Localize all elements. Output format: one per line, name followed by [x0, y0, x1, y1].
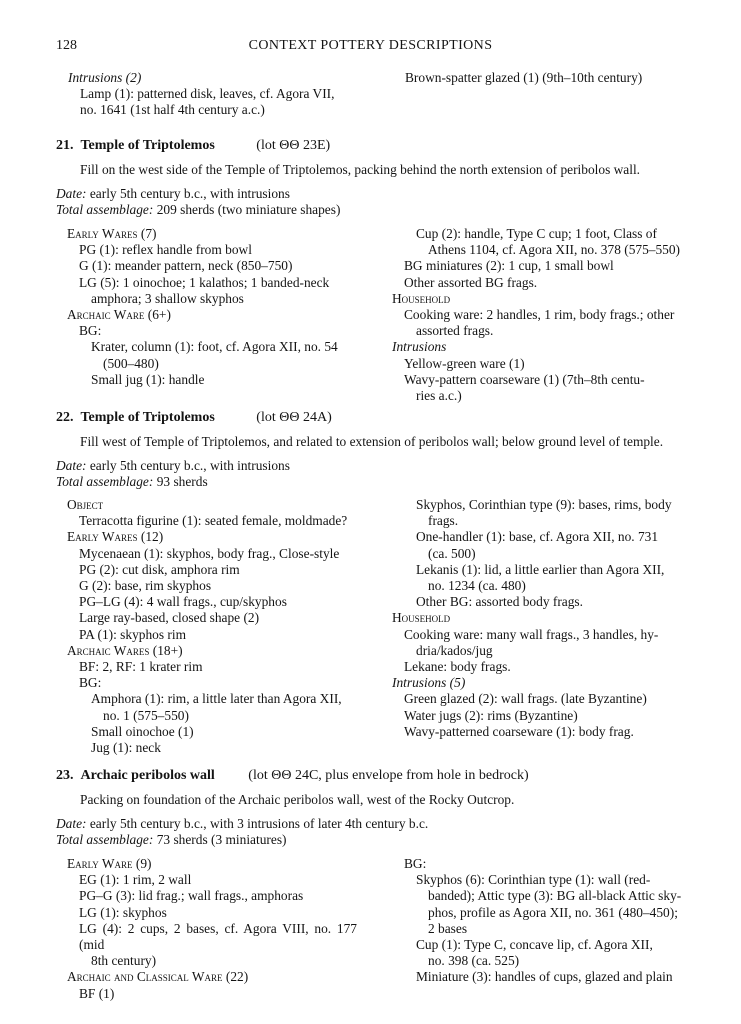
date-value: early 5th century b.c., with intrusions	[89, 186, 290, 201]
category-heading: Archaic Wares (18+)	[67, 642, 183, 658]
list-item: Large ray-based, closed shape (2)	[79, 610, 260, 626]
lot-label: (lot ΘΘ 24A)	[256, 410, 332, 425]
intrusions-heading: Intrusions (2)	[68, 70, 142, 85]
list-item: BF (1)	[79, 985, 115, 1001]
list-item: EG (1): 1 rim, 2 wall	[79, 872, 192, 888]
category-heading: Early Wares (12)	[67, 529, 164, 545]
list-item: Small jug (1): handle	[91, 371, 205, 387]
list-item: PA (1): skyphos rim	[79, 626, 187, 642]
date-value: early 5th century b.c., with intrusions	[89, 458, 290, 473]
list-item: Brown-spatter glazed (1) (9th–10th century)	[405, 70, 643, 85]
section-23-meta	[56, 816, 696, 848]
list-item: 8th century)	[91, 953, 157, 969]
lot-label: (lot ΘΘ 24C, plus envelope from hole in bedrock)	[248, 768, 529, 783]
list-item: amphora; 3 shallow skyphos	[91, 290, 244, 306]
category-heading: Early Ware (9)	[67, 856, 152, 871]
list-item: assorted frags.	[416, 323, 494, 339]
section-23-title	[56, 768, 529, 784]
list-item: PG (2): cut disk, amphora rim	[79, 561, 240, 577]
list-item: LG (1): skyphos	[79, 904, 167, 920]
date-label: Date:	[56, 816, 87, 831]
list-item: One-handler (1): base, cf. Agora XII, no. 731	[416, 529, 659, 545]
list-item: banded); Attic type (3): BG all-black Attic sky-	[428, 888, 682, 904]
section-name: Temple of Triptolemos	[80, 138, 215, 153]
list-item: PG–G (3): lid frag.; wall frags., amphoras	[79, 888, 304, 904]
section-22-meta	[56, 458, 696, 490]
list-item: Cooking ware: 2 handles, 1 rim, body frags.; other	[404, 307, 675, 323]
list-item: Miniature (3): handles of cups, glazed and plain	[416, 969, 673, 985]
list-item: Skyphos, Corinthian type (9): bases, rims, body	[416, 497, 672, 512]
section-name: Archaic peribolos wall	[80, 768, 215, 783]
list-item: dria/kados/jug	[416, 642, 493, 658]
category-heading: Object	[67, 497, 104, 512]
category-heading: Intrusions	[392, 339, 447, 355]
section-23-description: Packing on foundation of the Archaic peribolos wall, west of the Rocky Outcrop.	[80, 792, 515, 807]
list-item: PG–LG (4): 4 wall frags., cup/skyphos	[79, 594, 287, 610]
list-item: Cup (2): handle, Type C cup; 1 foot, Class of	[416, 226, 657, 241]
total-value: 209 sherds (two miniature shapes)	[156, 202, 341, 218]
lot-label: (lot ΘΘ 23E)	[256, 138, 331, 153]
total-value: 93 sherds	[156, 474, 208, 490]
list-item: BF: 2, RF: 1 krater rim	[79, 659, 203, 675]
section-21-meta	[56, 186, 696, 218]
category-heading: Early Wares (7)	[67, 226, 157, 241]
list-item: Other assorted BG frags.	[404, 274, 538, 290]
section-21-right-column	[392, 226, 682, 404]
list-item: BG:	[79, 675, 102, 691]
category-heading: Archaic and Classical Ware (22)	[67, 969, 249, 985]
list-item: (ca. 500)	[428, 545, 476, 561]
list-item: Lamp (1): patterned disk, leaves, cf. Agora VII,	[80, 86, 335, 102]
list-item: Yellow-green ware (1)	[404, 355, 525, 371]
list-item: Skyphos (6): Corinthian type (1): wall (red-	[416, 872, 651, 888]
list-item: frags.	[428, 513, 459, 529]
list-item: Mycenaean (1): skyphos, body frag., Close-style	[79, 545, 340, 561]
date-value: early 5th century b.c., with 3 intrusions of later 4th century b.c.	[89, 816, 429, 831]
list-item: G (1): meander pattern, neck (850–750)	[79, 258, 293, 274]
list-item: ries a.c.)	[416, 388, 462, 404]
total-value: 73 sherds (3 miniatures)	[156, 832, 287, 848]
section-number: 23.	[56, 768, 74, 783]
list-item: no. 1 (575–550)	[103, 707, 189, 723]
list-item: LG (5): 1 oinochoe; 1 kalathos; 1 banded-neck	[79, 274, 330, 290]
section-21-title	[56, 138, 330, 154]
list-item: 2 bases	[428, 920, 468, 936]
section-number: 21.	[56, 138, 74, 153]
date-label: Date:	[56, 186, 87, 201]
category-heading: Household	[392, 290, 451, 306]
category-heading: Intrusions (5)	[392, 675, 466, 691]
page-number: 128	[56, 38, 77, 53]
list-item: Krater, column (1): foot, cf. Agora XII, no. 54	[91, 339, 338, 355]
list-item: Other BG: assorted body frags.	[416, 594, 583, 610]
total-label: Total assemblage:	[56, 474, 154, 490]
running-head: CONTEXT POTTERY DESCRIPTIONS	[248, 38, 493, 53]
list-item: Jug (1): neck	[91, 740, 161, 756]
list-item: PG (1): reflex handle from bowl	[79, 242, 252, 258]
list-item: Wavy-pattern coarseware (1) (7th–8th centu-	[404, 371, 645, 387]
list-item: phos, profile as Agora XII, no. 361 (480–450);	[428, 904, 678, 920]
list-item: Terracotta figurine (1): seated female, moldmade?	[79, 513, 348, 529]
section-number: 22.	[56, 410, 74, 425]
list-item: Water jugs (2): rims (Byzantine)	[404, 707, 578, 723]
section-23-left-column	[67, 856, 357, 1002]
total-label: Total assemblage:	[56, 202, 154, 218]
list-item: no. 1641 (1st half 4th century a.c.)	[80, 102, 265, 118]
section-name: Temple of Triptolemos	[80, 410, 215, 425]
list-item: Lekane: body frags.	[404, 659, 511, 675]
top-right-column	[405, 70, 695, 86]
list-item: LG (4): 2 cups, 2 bases, cf. Agora VIII, no. 177 (mid	[79, 920, 357, 953]
list-item: BG:	[404, 856, 427, 871]
list-item: BG:	[79, 323, 102, 339]
date-label: Date:	[56, 458, 87, 473]
section-23-right-column	[392, 856, 682, 986]
list-item: Cup (1): Type C, concave lip, cf. Agora XII,	[416, 937, 653, 953]
list-item: no. 1234 (ca. 480)	[428, 578, 526, 594]
list-item: BG miniatures (2): 1 cup, 1 small bowl	[404, 258, 614, 274]
category-heading: Archaic Ware (6+)	[67, 307, 171, 323]
top-left-column	[68, 70, 360, 119]
section-22-right-column	[392, 497, 682, 740]
section-22-description: Fill west of Temple of Triptolemos, and related to extension of peribolos wall; below ground level of temple.	[80, 434, 664, 449]
list-item: (500–480)	[103, 355, 159, 371]
list-item: Wavy-patterned coarseware (1): body frag.	[404, 723, 634, 739]
total-label: Total assemblage:	[56, 832, 154, 848]
list-item: Green glazed (2): wall frags. (late Byzantine)	[404, 691, 647, 707]
section-21-description: Fill on the west side of the Temple of Triptolemos, packing behind the north extension of peribolos wall.	[80, 162, 641, 177]
section-21-left-column	[67, 226, 357, 388]
category-heading: Household	[392, 610, 451, 626]
list-item: Athens 1104, cf. Agora XII, no. 378 (575–550)	[428, 242, 681, 258]
list-item: G (2): base, rim skyphos	[79, 578, 212, 594]
list-item: Lekanis (1): lid, a little earlier than Agora XII,	[416, 561, 665, 577]
list-item: Cooking ware: many wall frags., 3 handles, hy-	[404, 626, 659, 642]
list-item: Amphora (1): rim, a little later than Agora XII,	[91, 691, 342, 707]
section-22-left-column	[67, 497, 357, 756]
list-item: no. 398 (ca. 525)	[428, 953, 520, 969]
section-22-title	[56, 410, 332, 426]
list-item: Small oinochoe (1)	[91, 723, 194, 739]
